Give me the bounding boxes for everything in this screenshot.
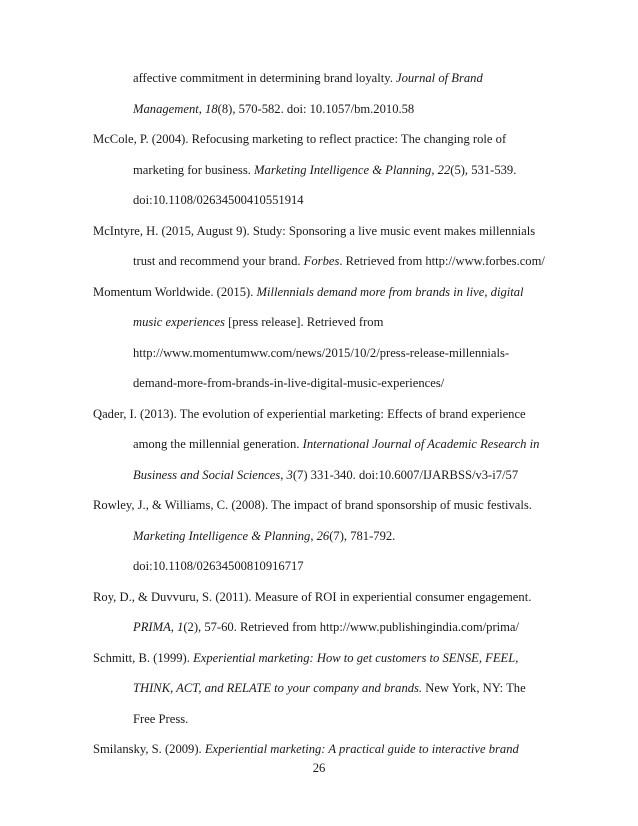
italic-text: THINK, ACT, and RELATE to your company and brands.: [133, 681, 423, 695]
reference-entry-line: [93, 131, 506, 147]
text-segment: New York, NY: The: [422, 681, 526, 695]
italic-text: Marketing Intelligence & Planning: [254, 162, 432, 177]
italic-text: 3: [286, 467, 293, 482]
text-segment: [press release]. Retrieved from: [224, 315, 384, 329]
italic-text: Management: [133, 101, 199, 116]
reference-continuation-line: [133, 619, 519, 635]
italic-text: 26: [316, 528, 330, 543]
reference-continuation-line: [133, 375, 444, 391]
reference-continuation-line: [133, 711, 188, 727]
text-segment: (5), 531-539.: [450, 162, 517, 177]
italic-text: Experiential marketing: How to get customers to SENSE, FEEL,: [193, 650, 519, 665]
italic-text: Journal of Brand: [396, 71, 483, 85]
reference-entry-line: [93, 741, 519, 757]
text-segment: doi:10.1108/02634500810916717: [133, 559, 304, 573]
reference-continuation-line: [133, 467, 518, 483]
reference-continuation-line: [133, 680, 526, 696]
text-segment: (8), 570-582. doi: 10.1057/bm.2010.58: [217, 101, 415, 116]
page-number: 26: [312, 761, 326, 775]
text-segment: Momentum Worldwide. (2015).: [93, 284, 257, 299]
text-segment: http://www.momentumww.com/news/2015/10/2/press-release-millennials-: [133, 345, 510, 360]
text-segment: (7) 331-340. doi:10.6007/IJARBSS/v3-i7/57: [292, 467, 519, 482]
reference-entry-line: [93, 406, 526, 422]
text-segment: doi:10.1108/02634500410551914: [133, 193, 304, 207]
reference-entry-line: [93, 650, 518, 666]
italic-text: PRIMA: [133, 620, 171, 634]
italic-text: Experiential marketing: A practical guide to interactive brand: [204, 742, 519, 756]
text-segment: demand-more-from-brands-in-live-digital-music-experiences/: [133, 376, 445, 390]
italic-text: Millennials demand more from brands in live, digital: [256, 284, 524, 299]
italic-text: International Journal of Academic Research in: [302, 437, 540, 451]
text-segment: ,: [198, 101, 206, 116]
text-segment: McCole, P. (2004). Refocusing marketing to reflect practice: The changing role of: [93, 132, 507, 146]
text-segment: affective commitment in determining brand loyalty.: [133, 71, 396, 85]
text-segment: Free Press.: [133, 711, 189, 726]
italic-text: Business and Social Sciences: [133, 467, 281, 482]
italic-text: music experiences: [133, 315, 225, 329]
text-segment: Schmitt, B. (1999).: [93, 650, 194, 665]
text-segment: McIntyre, H. (2015, August 9). Study: Sponsoring a live music event makes millennials: [93, 223, 536, 238]
text-segment: Rowley, J., & Williams, C. (2008). The impact of brand sponsorship of music festivals.: [93, 498, 532, 512]
text-segment: ,: [280, 467, 287, 482]
text-segment: ,: [310, 528, 317, 543]
reference-entry-line: [93, 497, 532, 513]
text-segment: ,: [170, 620, 178, 634]
italic-text: Marketing Intelligence & Planning: [133, 528, 311, 543]
text-segment: trust and recommend your brand.: [133, 254, 304, 268]
text-segment: marketing for business.: [133, 162, 255, 177]
reference-entry-line: [93, 589, 531, 605]
italic-text: 18: [205, 101, 218, 116]
italic-text: 22: [437, 162, 451, 177]
text-segment: Qader, I. (2013). The evolution of experiential marketing: Effects of brand experience: [93, 406, 526, 421]
text-segment: . Retrieved from http://www.forbes.com/: [339, 254, 545, 268]
text-segment: Roy, D., & Duvvuru, S. (2011). Measure of ROI in experiential consumer engagement.: [93, 589, 532, 604]
reference-continuation-line: [133, 528, 395, 544]
reference-continuation-line: [133, 162, 516, 178]
reference-continuation-line: [133, 253, 545, 269]
italic-text: 1: [177, 620, 184, 634]
reference-entry-line: [93, 284, 524, 300]
reference-continuation-line: [133, 101, 414, 117]
text-segment: (7), 781-792.: [329, 528, 396, 543]
text-segment: among the millennial generation.: [133, 437, 303, 451]
reference-continuation-line: [133, 70, 483, 86]
text-segment: (2), 57-60. Retrieved from http://www.publishingindia.com/prima/: [183, 620, 520, 634]
reference-continuation-line: [133, 345, 509, 361]
italic-text: Forbes: [303, 254, 340, 268]
reference-continuation-line: [133, 436, 539, 452]
reference-continuation-line: [133, 558, 304, 574]
text-segment: ,: [431, 162, 438, 177]
reference-entry-line: [93, 223, 535, 239]
reference-continuation-line: [133, 192, 304, 208]
text-segment: Smilansky, S. (2009).: [93, 742, 205, 756]
reference-continuation-line: [133, 314, 383, 330]
